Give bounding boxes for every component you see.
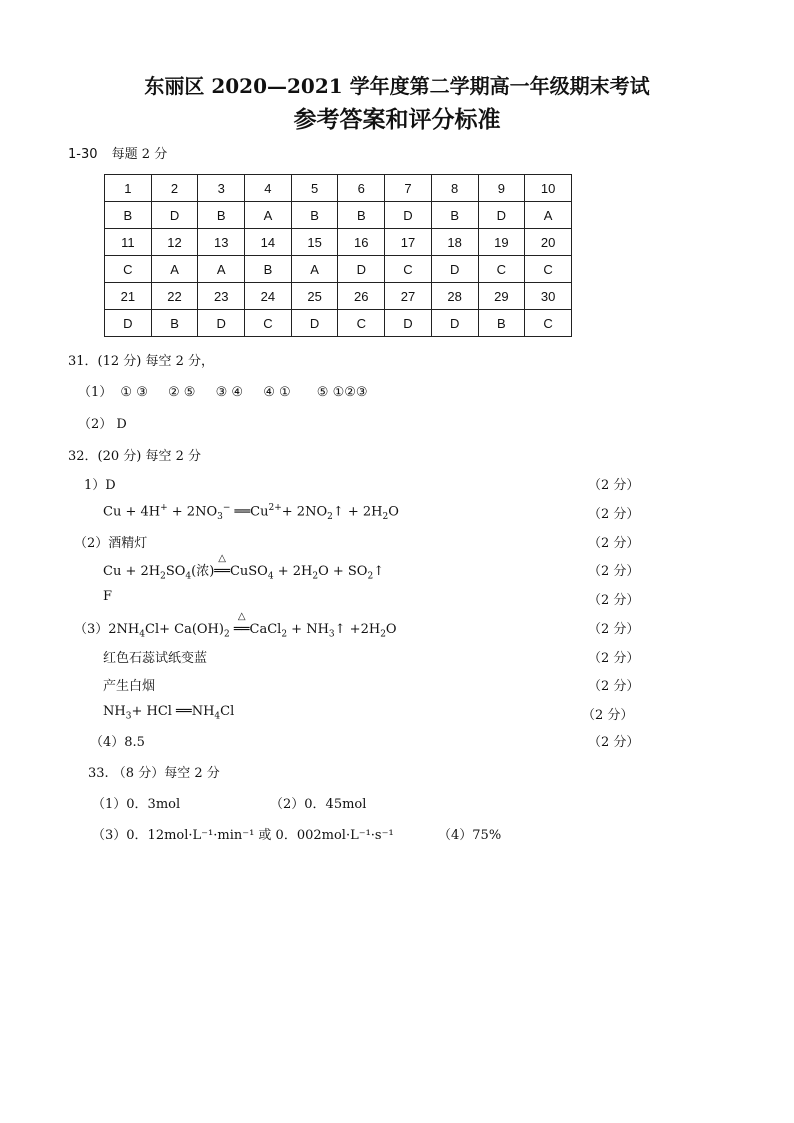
question-number-cell: 23 xyxy=(198,283,245,310)
answer-cell: B xyxy=(431,202,478,229)
question-number-cell: 29 xyxy=(478,283,525,310)
q31-part2: （2） D xyxy=(78,417,127,432)
answer-cell: B xyxy=(245,256,292,283)
question-number-cell: 2 xyxy=(151,175,198,202)
answer-cell: D xyxy=(291,310,338,337)
answer-cell: D xyxy=(338,256,385,283)
question-number-cell: 7 xyxy=(385,175,432,202)
q32-score-6: （2 分） xyxy=(588,622,640,637)
question-number-cell: 11 xyxy=(105,229,152,256)
answer-cell: A xyxy=(291,256,338,283)
question-number-cell: 21 xyxy=(105,283,152,310)
question-number-row xyxy=(105,175,572,202)
q32-score-5: （2 分） xyxy=(588,593,640,608)
question-number-cell: 26 xyxy=(338,283,385,310)
answer-cell: B xyxy=(291,202,338,229)
answer-cell: B xyxy=(105,202,152,229)
question-number-cell: 13 xyxy=(198,229,245,256)
q32-line-8: 红色石蕊试纸变蓝 xyxy=(103,651,208,666)
q31-answer-4: ④ ① xyxy=(263,385,291,400)
question-number-cell: 9 xyxy=(478,175,525,202)
answer-cell: D xyxy=(105,310,152,337)
heat-triangle-icon: △ xyxy=(218,553,226,564)
answer-table xyxy=(104,174,572,337)
q32-equation-4: $NH_3+$ HCl $══NH_4Cl$ xyxy=(103,704,235,722)
mc-range: 1-30 xyxy=(68,147,98,162)
question-number-cell: 19 xyxy=(478,229,525,256)
q32-score-9: （2 分） xyxy=(582,708,634,723)
q31-part1 xyxy=(78,381,368,400)
question-number-cell: 27 xyxy=(385,283,432,310)
q32-equation-1: $Cu + 4H^+ + 2NO_3^-$ $══Cu^{2+}+$ $2NO_2↑ + 2H_2O$ xyxy=(103,503,399,522)
answer-cell: B xyxy=(198,202,245,229)
q32-line-11: （4）8.5 xyxy=(90,735,145,750)
mc-header xyxy=(68,143,167,162)
answer-cell: A xyxy=(245,202,292,229)
answer-cell: D xyxy=(198,310,245,337)
question-number-cell: 25 xyxy=(291,283,338,310)
answer-cell: C xyxy=(478,256,525,283)
question-number-cell: 5 xyxy=(291,175,338,202)
q32-line-6: F xyxy=(103,589,113,604)
question-number-cell: 15 xyxy=(291,229,338,256)
q32-score-7: （2 分） xyxy=(588,651,640,666)
question-number-cell: 20 xyxy=(525,229,572,256)
question-number-cell: 24 xyxy=(245,283,292,310)
question-number-cell: 14 xyxy=(245,229,292,256)
q31-answer-2: ② ⑤ xyxy=(168,385,196,400)
q32-score-3: （2 分） xyxy=(588,536,640,551)
exam-title: 东丽区 2020—2021 学年度第二学期高一年级期末考试 xyxy=(144,74,650,98)
q32-header: 32．(20 分) 每空 2 分 xyxy=(68,449,202,464)
answer-cell: D xyxy=(151,202,198,229)
answer-cell: C xyxy=(525,256,572,283)
q32-line-1: 1）D xyxy=(84,478,116,493)
answer-cell: C xyxy=(525,310,572,337)
answer-cell: D xyxy=(385,202,432,229)
q32-score-10: （2 分） xyxy=(588,735,640,750)
question-number-cell: 8 xyxy=(431,175,478,202)
answer-cell: D xyxy=(431,310,478,337)
answer-key-subtitle: 参考答案和评分标准 xyxy=(293,106,501,133)
answer-cell: C xyxy=(105,256,152,283)
q33-answer-1: （1）0．3mol xyxy=(92,797,181,812)
q32-equation-3: $(3)2NH_4Cl+ Ca(OH)_2$ △ ══CaCl$_2$ + $NH_3↑ +2H_2O$ xyxy=(74,611,397,640)
question-number-row xyxy=(105,229,572,256)
question-number-cell: 18 xyxy=(431,229,478,256)
mc-rule: 每题 2 分 xyxy=(111,147,168,162)
answer-cell: D xyxy=(385,310,432,337)
q31-answer-5: ⑤ ①②③ xyxy=(316,385,368,400)
answer-cell: C xyxy=(245,310,292,337)
q32-line-4: （2）酒精灯 xyxy=(74,536,148,551)
q33-answer-2: （2）0．45mol xyxy=(270,797,367,812)
q31-answer-1: ① ③ xyxy=(120,385,148,400)
answer-cell: A xyxy=(198,256,245,283)
q32-part3-label: （3） xyxy=(74,622,109,637)
q32-line-9: 产生白烟 xyxy=(103,679,156,694)
heat-triangle-icon: △ xyxy=(237,611,246,622)
answer-cell: A xyxy=(151,256,198,283)
q33-answer-4: （4）75% xyxy=(438,828,502,843)
question-number-cell: 4 xyxy=(245,175,292,202)
q32-score-8: （2 分） xyxy=(588,679,640,694)
q32-score-1: （2 分） xyxy=(588,478,640,493)
q33-answer-3: （3）0．12mol·L⁻¹·min⁻¹ 或 0．002mol·L⁻¹·s⁻¹ xyxy=(92,828,394,843)
q31-header: 31．(12 分) 每空 2 分， xyxy=(68,354,215,369)
answer-row xyxy=(105,256,572,283)
answer-cell: D xyxy=(431,256,478,283)
answer-row xyxy=(105,202,572,229)
question-number-cell: 3 xyxy=(198,175,245,202)
question-number-cell: 16 xyxy=(338,229,385,256)
answer-cell: B xyxy=(151,310,198,337)
answer-cell: C xyxy=(338,310,385,337)
question-number-cell: 12 xyxy=(151,229,198,256)
answer-cell: B xyxy=(338,202,385,229)
answer-cell: C xyxy=(385,256,432,283)
question-number-cell: 28 xyxy=(431,283,478,310)
question-number-cell: 10 xyxy=(525,175,572,202)
answer-row xyxy=(105,310,572,337)
q32-score-2: （2 分） xyxy=(588,507,640,522)
q31-answer-3: ③ ④ xyxy=(215,385,244,400)
question-number-row xyxy=(105,283,572,310)
q31-part1-label: （1） xyxy=(78,385,113,400)
q32-equation-2: $Cu + 2H_2SO_4$(浓) △ ══CuSO$_4$ + $2H_2O$ + $SO_2↑$ xyxy=(103,553,385,582)
answer-cell: A xyxy=(525,202,572,229)
question-number-cell: 1 xyxy=(105,175,152,202)
question-number-cell: 22 xyxy=(151,283,198,310)
q32-score-4: （2 分） xyxy=(588,564,640,579)
answer-cell: D xyxy=(478,202,525,229)
answer-cell: B xyxy=(478,310,525,337)
question-number-cell: 17 xyxy=(385,229,432,256)
question-number-cell: 30 xyxy=(525,283,572,310)
q33-header: 33. （8 分）每空 2 分 xyxy=(88,766,220,781)
question-number-cell: 6 xyxy=(338,175,385,202)
